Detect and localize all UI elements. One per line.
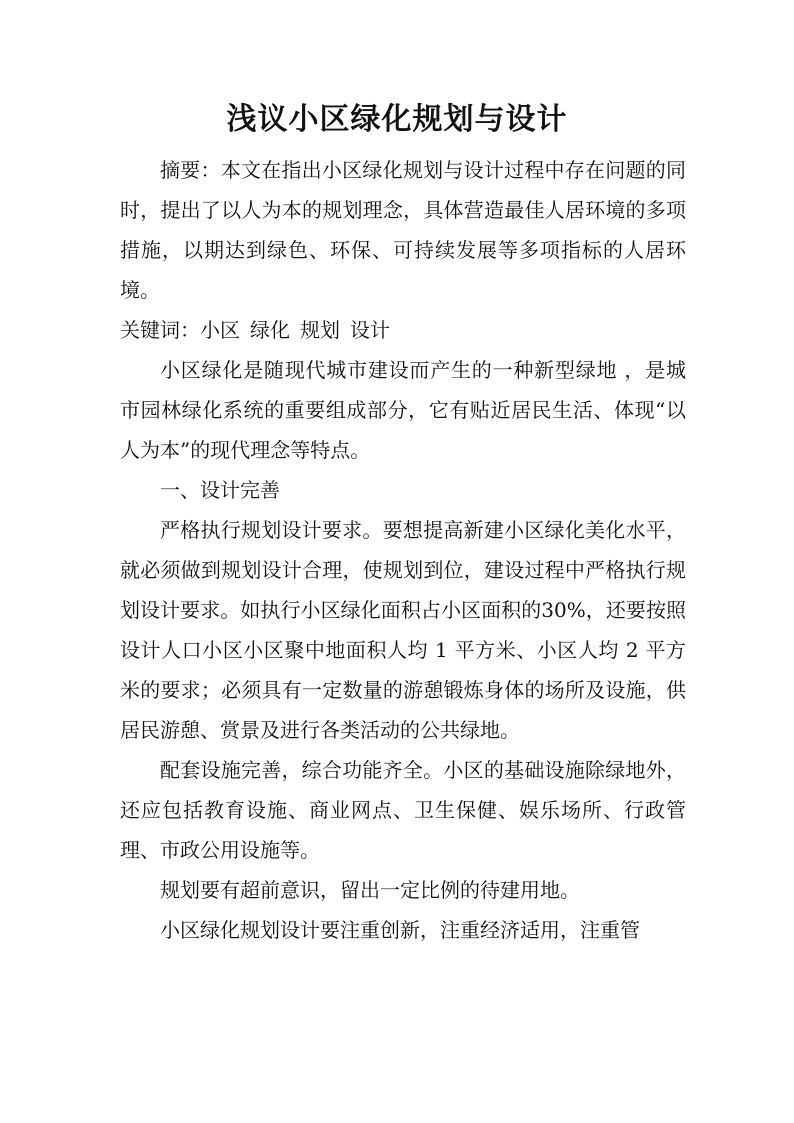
document-body [120,150,686,950]
keyword-item: 小区 [200,318,240,342]
body-paragraph: 小区绿化规划设计要注重创新，注重经济适用，注重管 [160,918,640,942]
body-paragraph: 严格执行规划设计要求。要想提高新建小区绿化美化水平，就必须做到规划设计合理，使规划到位，建设过程中严格执行规划设计要求。如执行小区绿化面积占小区面积的30%，还要按照设计人口小区小区聚中地面积人均 1 平方米、小区人均 2 平方米的要求；必须具有一定数量的游憩锻炼身体的场所及设施，供居民游憩、赏景及进行各类活动的公共绿地。 [120,518,686,742]
keyword-item: 设计 [350,318,390,342]
body-paragraph: 小区绿化是随现代城市建设而产生的一种新型绿地 ，是城市园林绿化系统的重要组成部分，它有贴近居民生活、体现“以人为本”的现代理念等特点。 [120,358,686,462]
body-paragraph: 规划要有超前意识，留出一定比例的待建用地。 [160,878,580,902]
body-paragraph: 配套设施完善，综合功能齐全。小区的基础设施除绿地外，还应包括教育设施、商业网点、卫生保健、娱乐场所、行政管理、市政公用设施等。 [120,758,686,862]
section-heading: 一、设计完善 [160,478,280,502]
keyword-item: 绿化 [250,318,290,342]
keyword-item: 规划 [300,318,340,342]
keywords-line [120,310,686,350]
keywords-label: 关键词： [120,318,200,342]
document-title: 浅议小区绿化规划与设计 [226,102,568,137]
abstract-paragraph: 摘要：本文在指出小区绿化规划与设计过程中存在问题的同时，提出了以人为本的规划理念，具体营造最佳人居环境的多项措施，以期达到绿色、环保、可持续发展等多项指标的人居环境。 [120,158,686,302]
